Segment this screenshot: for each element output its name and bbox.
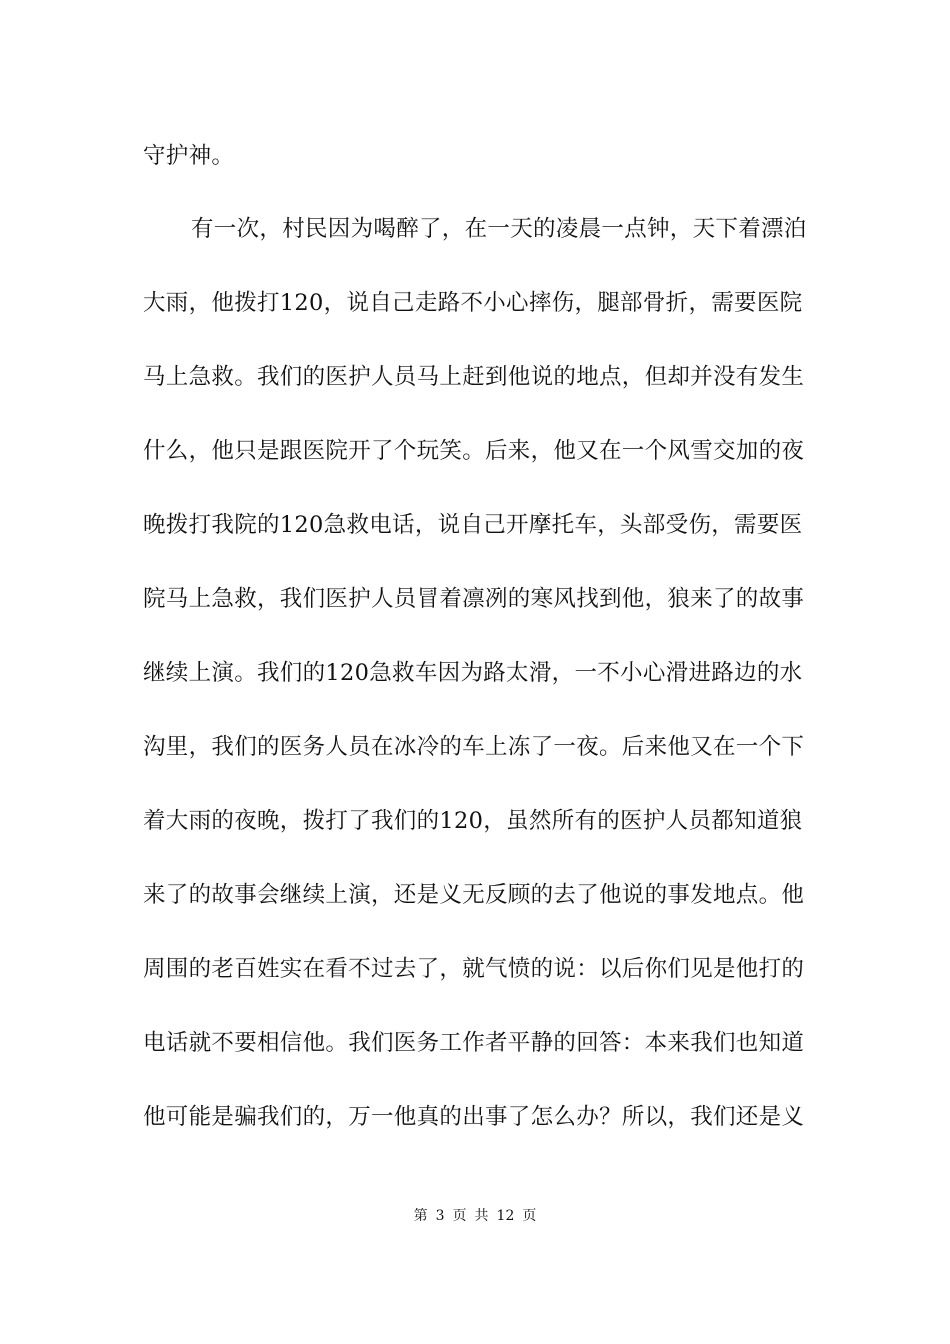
text-line-8: 继续上演。我们的120急救车因为路太滑，一不小心滑进路边的水 bbox=[143, 660, 803, 686]
text-line-14: 他可能是骗我们的，万一他真的出事了怎么办？所以，我们还是义 bbox=[143, 1104, 805, 1130]
footer-total-word: 共 bbox=[474, 1208, 489, 1224]
text-line-7: 院马上急救，我们医护人员冒着凛冽的寒风找到他，狼来了的故事 bbox=[143, 586, 805, 612]
footer-current-page: 3 bbox=[435, 1208, 445, 1224]
text-line-2: 有一次，村民因为喝醉了，在一天的凌晨一点钟，天下着漂泊 bbox=[191, 216, 807, 242]
text-line-3: 大雨，他拨打120，说自己走路不小心摔伤，腿部骨折，需要医院 bbox=[143, 290, 803, 316]
text-line-1: 守护神。 bbox=[143, 143, 235, 169]
footer-prefix: 第 bbox=[413, 1208, 428, 1224]
text-line-10: 着大雨的夜晚，拨打了我们的120，虽然所有的医护人员都知道狼 bbox=[143, 808, 803, 834]
footer-page-word: 页 bbox=[452, 1208, 467, 1224]
page-footer bbox=[0, 1207, 950, 1225]
footer-suffix: 页 bbox=[522, 1208, 537, 1224]
text-line-4: 马上急救。我们的医护人员马上赶到他说的地点，但却并没有发生 bbox=[143, 364, 805, 390]
text-line-9: 沟里，我们的医务人员在冰冷的车上冻了一夜。后来他又在一个下 bbox=[143, 734, 805, 760]
text-line-11: 来了的故事会继续上演，还是义无反顾的去了他说的事发地点。他 bbox=[143, 882, 805, 908]
text-line-5: 什么，他只是跟医院开了个玩笑。后来，他又在一个风雪交加的夜 bbox=[143, 438, 805, 464]
text-line-6: 晚拨打我院的120急救电话，说自己开摩托车，头部受伤，需要医 bbox=[143, 512, 803, 538]
text-line-12: 周围的老百姓实在看不过去了，就气愤的说：以后你们见是他打的 bbox=[143, 956, 805, 982]
text-line-13: 电话就不要相信他。我们医务工作者平静的回答：本来我们也知道 bbox=[143, 1030, 805, 1056]
footer-total-pages: 12 bbox=[496, 1208, 515, 1224]
